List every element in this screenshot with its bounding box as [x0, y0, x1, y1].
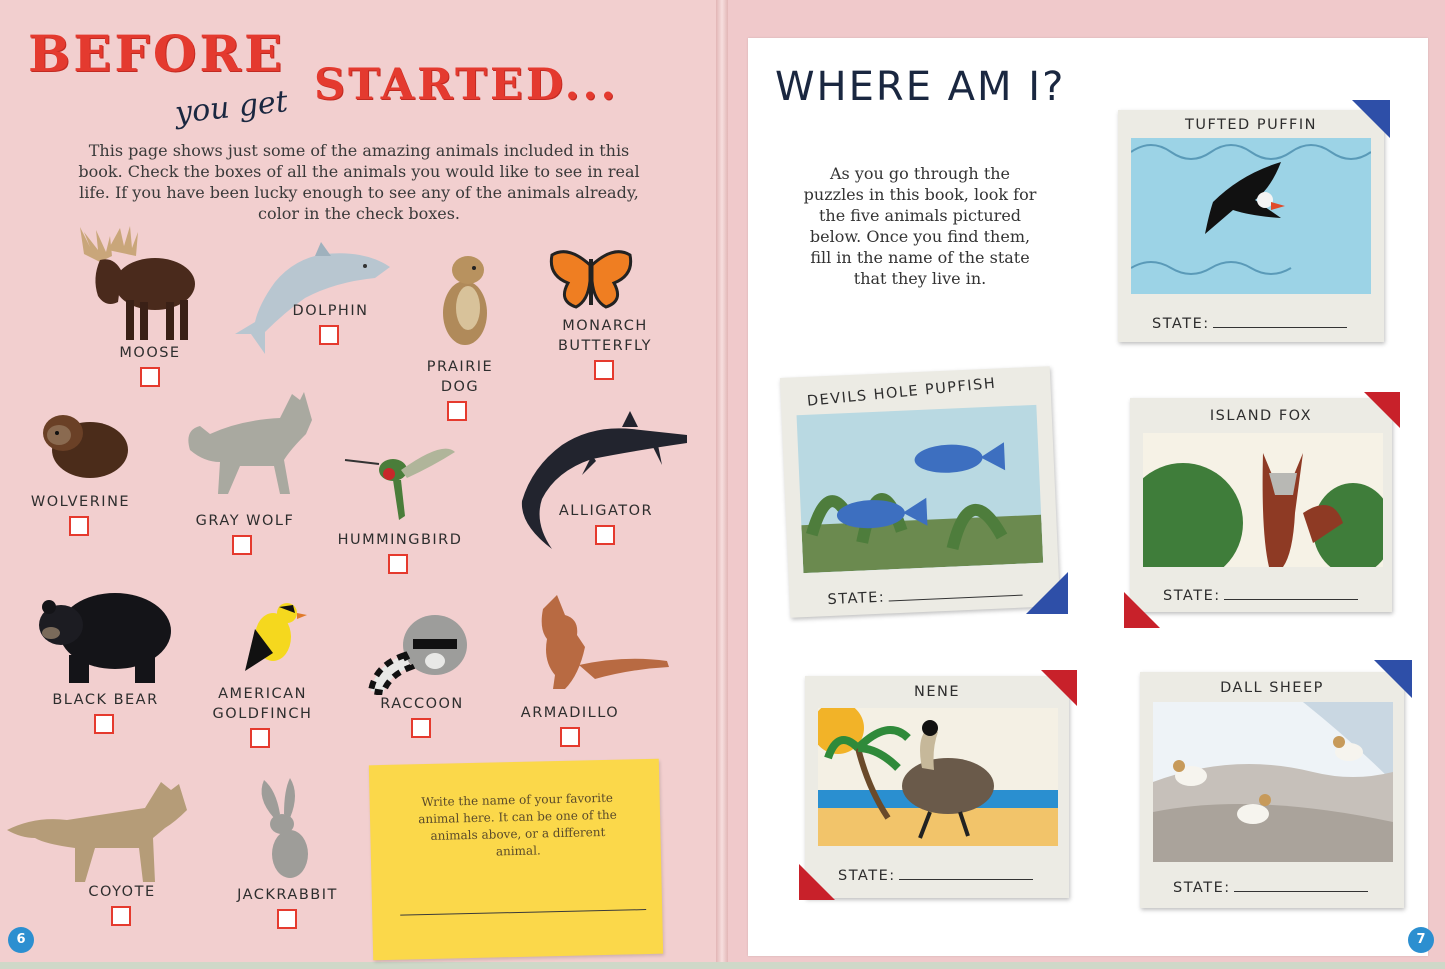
armadillo-illustration	[535, 595, 675, 700]
state-label-sheep: STATE:	[1173, 880, 1231, 896]
checkbox-prairie-dog[interactable]	[447, 401, 467, 421]
page-number-left: 6	[8, 927, 34, 953]
checkbox-coyote[interactable]	[111, 906, 131, 926]
state-field-fox[interactable]	[1163, 588, 1358, 604]
where-am-i-title: WHERE AM I?	[775, 64, 1066, 110]
label-prairie-dog-2: DOG	[440, 379, 480, 395]
checkbox-armadillo[interactable]	[560, 727, 580, 747]
label-hummingbird: HUMMINGBIRD	[337, 532, 463, 548]
label-wolverine: WOLVERINE	[30, 494, 131, 510]
label-prairie-dog-1: PRAIRIE	[426, 359, 494, 375]
state-line-fox[interactable]	[1224, 599, 1358, 600]
photo-nene	[805, 676, 1069, 898]
note-write-line[interactable]	[400, 909, 646, 916]
checkbox-dolphin[interactable]	[319, 325, 339, 345]
photo-title-puffin: TUFTED PUFFIN	[1184, 117, 1317, 133]
label-monarch-2: BUTTERFLY	[557, 338, 653, 354]
label-alligator: ALLIGATOR	[558, 503, 654, 519]
monarch-butterfly-illustration	[548, 245, 633, 315]
state-label-puffin: STATE:	[1152, 316, 1210, 332]
checkbox-raccoon[interactable]	[411, 718, 431, 738]
checkbox-hummingbird[interactable]	[388, 554, 408, 574]
gray-wolf-illustration	[180, 390, 325, 500]
hummingbird-illustration	[343, 430, 458, 525]
photo-dall-sheep	[1140, 672, 1404, 908]
state-field-sheep[interactable]	[1173, 880, 1368, 896]
where-intro-text: As you go through the puzzles in this book, look for the five animals pictured below. Once you find them, fill in the name of the state that they live in.	[803, 164, 1037, 288]
state-line-puffin[interactable]	[1213, 327, 1347, 328]
dolphin-illustration	[225, 242, 395, 357]
prairie-dog-illustration	[430, 248, 500, 348]
label-jackrabbit: JACKRABBIT	[237, 887, 338, 903]
checkbox-american-goldfinch[interactable]	[250, 728, 270, 748]
title-before: BEFORE	[28, 24, 286, 83]
label-monarch-1: MONARCH	[562, 318, 648, 334]
corner-red-fox-bottom	[1124, 592, 1160, 628]
photo-title-sheep: DALL SHEEP	[1220, 680, 1324, 696]
corner-red-nene-bottom	[799, 864, 835, 900]
intro-text: This page shows just some of the amazing animals included in this book. Check the boxes of all the animals you would like to see in real life. If you have been lucky enough to see any of the animals already, color in the check boxes.	[78, 141, 640, 223]
checkbox-moose[interactable]	[140, 367, 160, 387]
goldfinch-illustration	[235, 595, 310, 680]
favorite-animal-note[interactable]	[369, 759, 663, 961]
moose-illustration	[70, 222, 200, 347]
coyote-illustration	[5, 778, 190, 888]
photo-title-pupfish: DEVILS HOLE PUPFISH	[806, 375, 997, 410]
checkbox-alligator[interactable]	[595, 525, 615, 545]
jackrabbit-illustration	[250, 778, 330, 883]
state-field-nene[interactable]	[838, 868, 1033, 884]
corner-red-nene	[1041, 670, 1077, 706]
label-dolphin: DOLPHIN	[292, 303, 369, 319]
title-started: STARTED...	[314, 60, 619, 110]
nene-image	[818, 708, 1058, 846]
label-coyote: COYOTE	[88, 884, 156, 900]
state-line-sheep[interactable]	[1234, 891, 1368, 892]
note-instructions: Write the name of your favorite animal here. It can be one of the animals above, or a different animal.	[418, 790, 617, 859]
photo-title-nene: NENE	[913, 684, 961, 700]
checkbox-monarch-butterfly[interactable]	[594, 360, 614, 380]
label-goldfinch-2: GOLDFINCH	[212, 706, 313, 722]
photo-devils-hole-pupfish	[780, 366, 1060, 618]
label-goldfinch-1: AMERICAN	[218, 686, 307, 702]
corner-blue-puffin	[1352, 100, 1390, 138]
state-label-fox: STATE:	[1163, 588, 1221, 604]
title-you-get: you get	[173, 84, 290, 131]
checkbox-black-bear[interactable]	[94, 714, 114, 734]
black-bear-illustration	[35, 585, 175, 685]
corner-blue-sheep	[1374, 660, 1412, 698]
photo-title-fox: ISLAND FOX	[1209, 408, 1313, 424]
corner-red-fox	[1364, 392, 1400, 428]
state-line-nene[interactable]	[899, 879, 1033, 880]
photo-island-fox	[1130, 398, 1392, 612]
sheep-image	[1153, 702, 1393, 862]
photo-tufted-puffin	[1118, 110, 1384, 342]
puffin-image	[1131, 138, 1371, 294]
corner-blue-pupfish	[1026, 572, 1068, 614]
state-line-pupfish[interactable]	[888, 595, 1022, 602]
bottom-edge	[0, 962, 1445, 969]
state-label-pupfish: STATE:	[827, 589, 886, 609]
state-label-nene: STATE:	[838, 868, 896, 884]
state-field-puffin[interactable]	[1152, 316, 1347, 332]
state-field-pupfish[interactable]	[827, 584, 1022, 608]
label-moose: MOOSE	[119, 345, 181, 361]
label-armadillo: ARMADILLO	[520, 705, 620, 721]
checkbox-wolverine[interactable]	[69, 516, 89, 536]
checkbox-gray-wolf[interactable]	[232, 535, 252, 555]
label-gray-wolf: GRAY WOLF	[195, 513, 295, 529]
fox-image	[1143, 433, 1383, 567]
page-number-right: 7	[1408, 927, 1434, 953]
label-black-bear: BLACK BEAR	[52, 692, 159, 708]
pupfish-image	[797, 405, 1044, 573]
raccoon-illustration	[365, 605, 475, 695]
wolverine-illustration	[35, 405, 130, 485]
book-gutter	[716, 0, 728, 969]
checkbox-jackrabbit[interactable]	[277, 909, 297, 929]
label-raccoon: RACCOON	[380, 696, 464, 712]
